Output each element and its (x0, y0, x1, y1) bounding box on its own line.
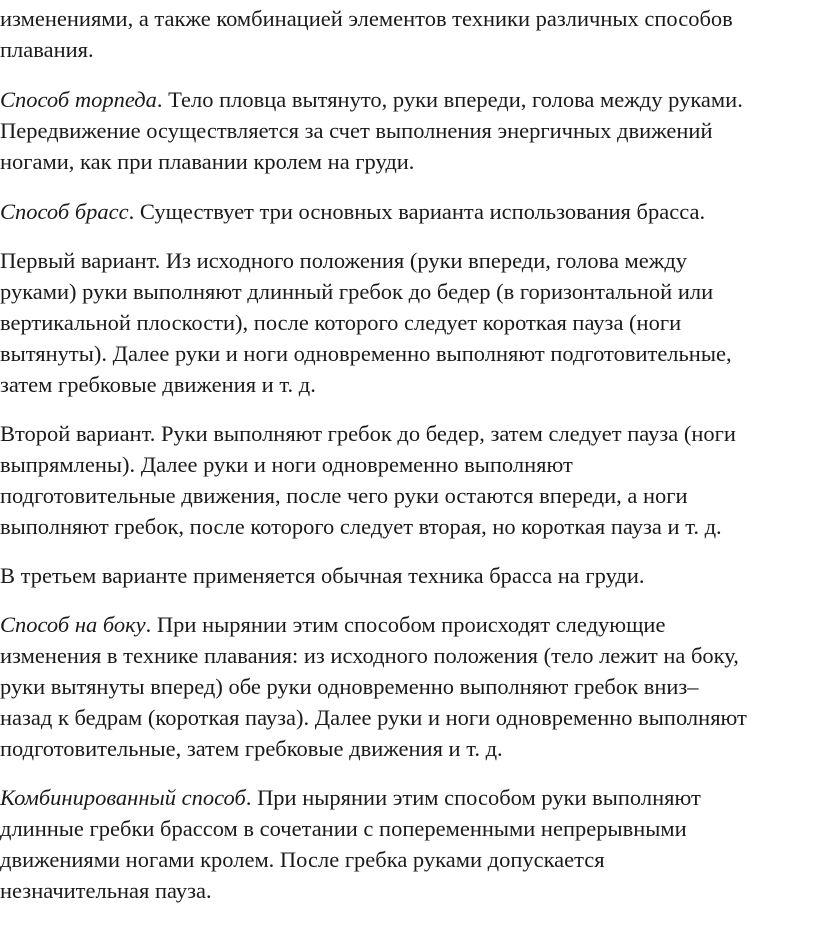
term-breaststroke: Способ брасс (0, 199, 129, 224)
text-line: вертикальной плоскости), после которого следует короткая пауза (ноги (0, 310, 682, 335)
text-segment: . При нырянии этим способом руки выполняют (245, 785, 701, 810)
text-line: выпрямлены). Далее руки и ноги одновременно выполняют (0, 452, 573, 477)
text-line: Передвижение осуществляется за счет выполнения энергичных движений (0, 118, 713, 143)
paragraph-torpedo (0, 84, 816, 177)
paragraph-variant-2 (0, 418, 816, 542)
text-segment: . Существует три основных варианта использования брасса. (128, 199, 706, 224)
text-line: вытянуты). Далее руки и ноги одновременно выполняют подготовительные, (0, 341, 732, 366)
text-line: В третьем варианте применяется обычная техника брасса на груди. (0, 563, 645, 588)
term-side: Способ на боку (0, 612, 146, 637)
text-line: Второй вариант. Руки выполняют гребок до бедер, затем следует пауза (ноги (0, 421, 736, 446)
text-line: руками) руки выполняют длинный гребок до бедер (в горизонтальной или (0, 279, 714, 304)
text-line: движениями ногами кролем. После гребка руками допускается (0, 847, 605, 872)
text-line: изменениями, а также комбинацией элементов техники различных способов (0, 6, 733, 31)
paragraph-intro-tail (0, 0, 816, 65)
paragraph-side (0, 609, 816, 764)
text-line: ногами, как при плавании кролем на груди. (0, 149, 415, 174)
text-line: подготовительные, затем гребковые движения и т. д. (0, 736, 503, 761)
text-line: Первый вариант. Из исходного положения (руки впереди, голова между (0, 248, 688, 273)
text-line (0, 609, 816, 640)
paragraph-breaststroke (0, 196, 816, 227)
paragraph-variant-1 (0, 245, 816, 400)
text-line: назад к бедрам (короткая пауза). Далее руки и ноги одновременно выполняют (0, 705, 747, 730)
paragraph-variant-3 (0, 560, 816, 591)
text-segment: . Тело пловца вытянуто, руки впереди, голова между руками. (156, 87, 743, 112)
text-line: изменения в технике плавания: из исходного положения (тело лежит на боку, (0, 643, 739, 668)
text-line: руки вытянуты вперед) обе руки одновременно выполняют гребок вниз– (0, 674, 699, 699)
term-combined: Комбинированный способ (0, 785, 246, 810)
text-line: незначительная пауза. (0, 878, 212, 903)
text-line: затем гребковые движения и т. д. (0, 372, 316, 397)
text-line: длинные гребки брассом в сочетании с попеременными непрерывными (0, 816, 687, 841)
term-torpedo: Способ торпеда (0, 87, 157, 112)
paragraph-combined (0, 782, 816, 906)
text-line (0, 196, 816, 227)
text-segment: . При нырянии этим способом происходят следующие (145, 612, 666, 637)
text-line: плавания. (0, 37, 94, 62)
text-line (0, 84, 816, 115)
text-line: выполняют гребок, после которого следует вторая, но короткая пауза и т. д. (0, 514, 722, 539)
text-line (0, 782, 816, 813)
text-line: подготовительные движения, после чего руки остаются впереди, а ноги (0, 483, 688, 508)
